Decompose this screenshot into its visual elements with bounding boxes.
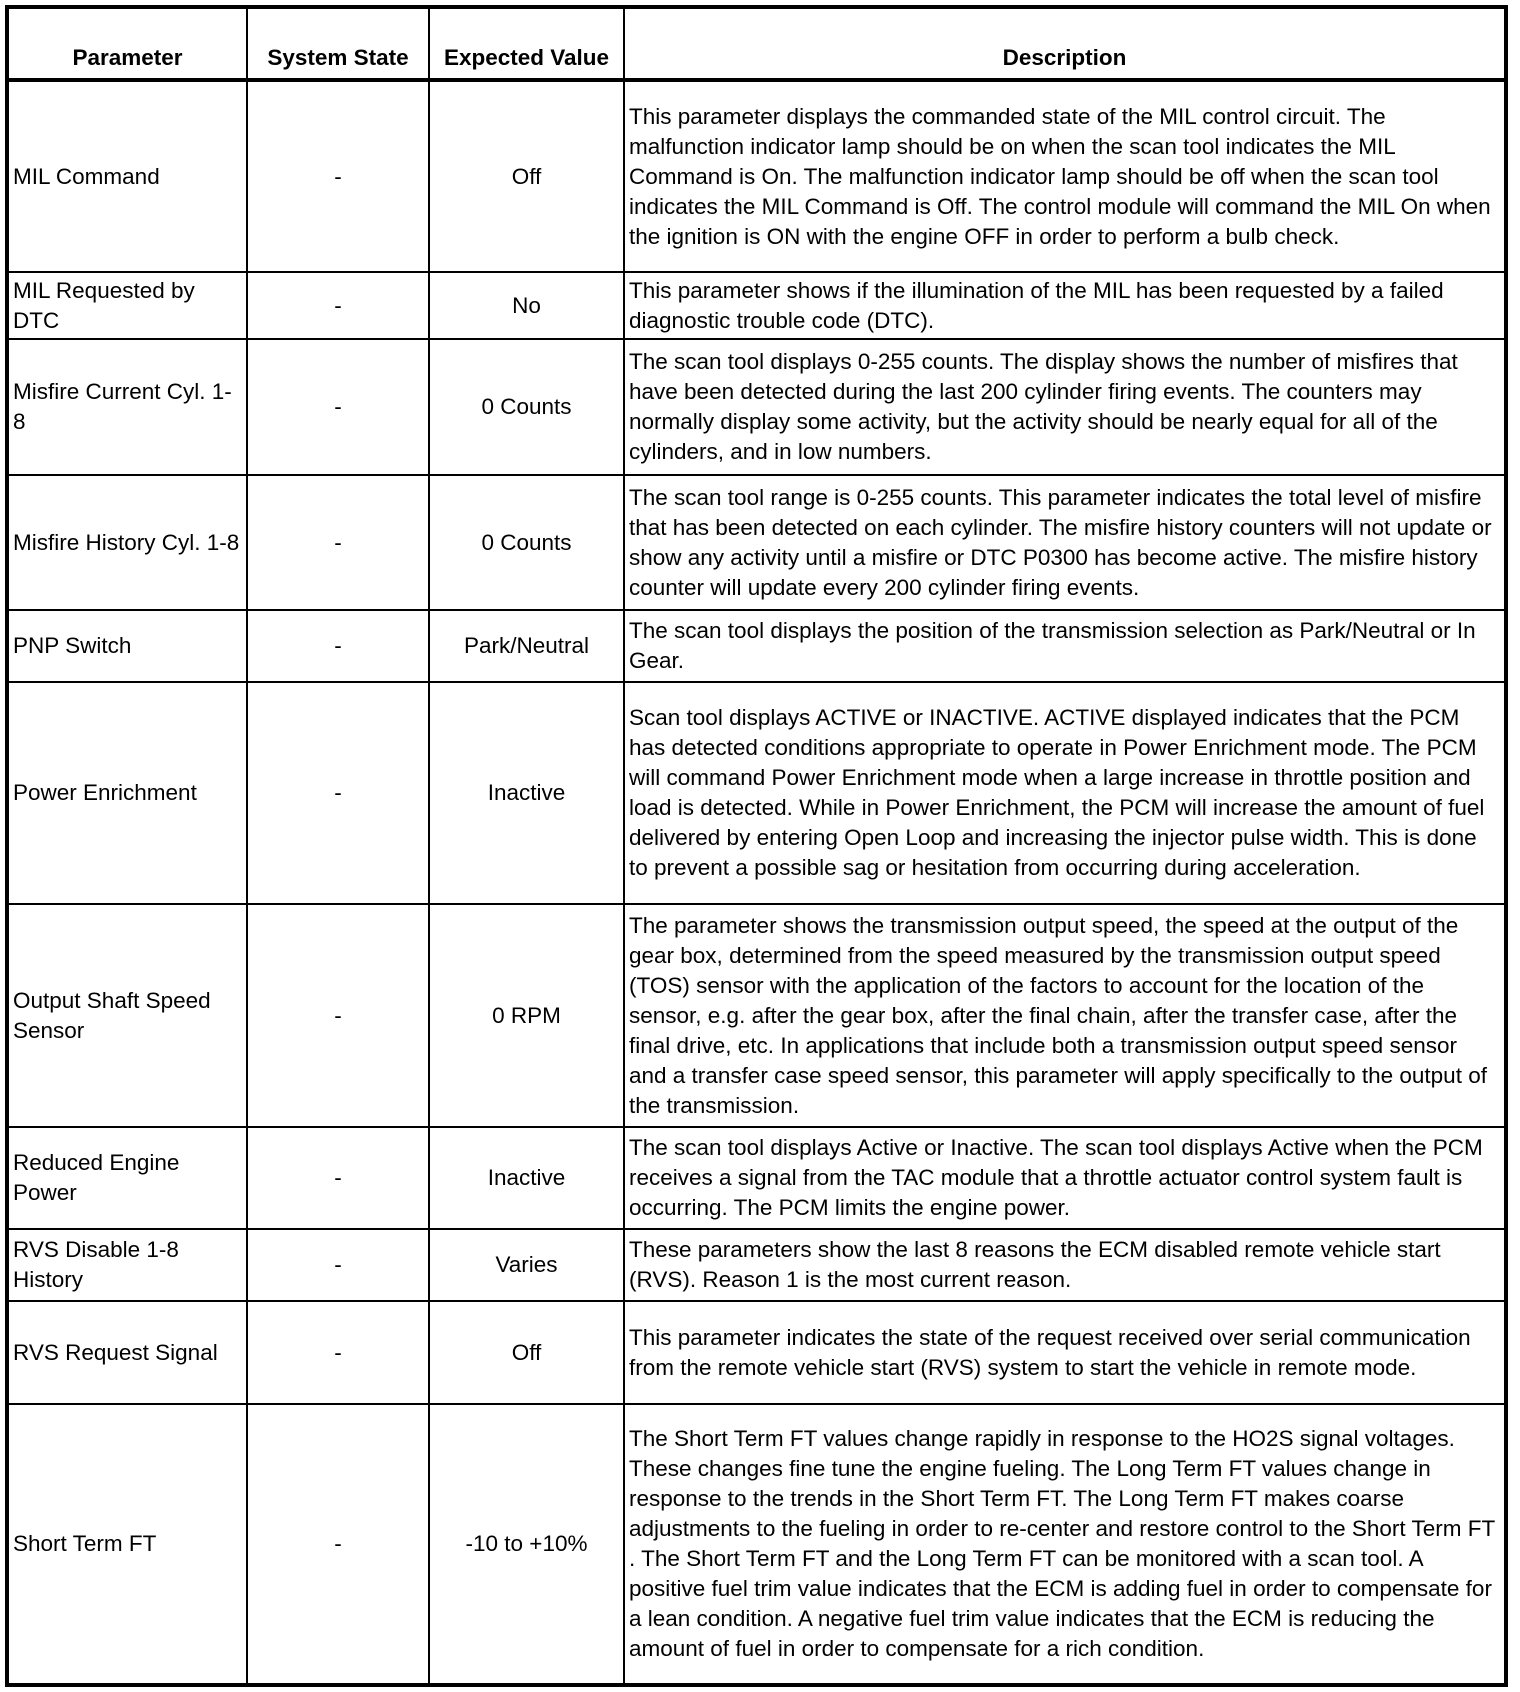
header-expected-value: Expected Value bbox=[429, 7, 624, 80]
description-cell: Scan tool displays ACTIVE or INACTIVE. ACTIVE displayed indicates that the PCM has detected conditions appropriate to operate in Power Enrichment mode. The PCM will command Power Enrichment mode when a large increase in throttle position and load is detected. While in Power Enrichment, the PCM will increase the amount of fuel delivered by entering Open Loop and increasing the injector pulse width. This is done to prevent a possible sag or hesitation from occurring during acceleration. bbox=[624, 682, 1506, 904]
table-row bbox=[7, 272, 1506, 339]
table-row bbox=[7, 475, 1506, 610]
table-row bbox=[7, 339, 1506, 475]
description-cell: This parameter indicates the state of the request received over serial communication from the remote vehicle start (RVS) system to start the vehicle in remote mode. bbox=[624, 1301, 1506, 1404]
system-state-cell: - bbox=[247, 1404, 429, 1685]
description-cell: These parameters show the last 8 reasons the ECM disabled remote vehicle start (RVS). Reason 1 is the most current reason. bbox=[624, 1229, 1506, 1301]
parameter-cell: Misfire History Cyl. 1-8 bbox=[7, 475, 247, 610]
system-state-cell: - bbox=[247, 272, 429, 339]
system-state-cell: - bbox=[247, 610, 429, 682]
parameter-cell: MIL Command bbox=[7, 80, 247, 272]
expected-value-cell: 0 Counts bbox=[429, 339, 624, 475]
expected-value-cell: Varies bbox=[429, 1229, 624, 1301]
header-system-state: System State bbox=[247, 7, 429, 80]
table-row bbox=[7, 610, 1506, 682]
expected-value-cell: No bbox=[429, 272, 624, 339]
table-row bbox=[7, 904, 1506, 1127]
parameter-cell: RVS Request Signal bbox=[7, 1301, 247, 1404]
parameter-cell: Power Enrichment bbox=[7, 682, 247, 904]
system-state-cell: - bbox=[247, 80, 429, 272]
table-row bbox=[7, 1301, 1506, 1404]
table-header bbox=[7, 7, 1506, 80]
expected-value-cell: 0 Counts bbox=[429, 475, 624, 610]
expected-value-cell: -10 to +10% bbox=[429, 1404, 624, 1685]
parameter-cell: MIL Requested by DTC bbox=[7, 272, 247, 339]
parameter-cell: Short Term FT bbox=[7, 1404, 247, 1685]
parameter-cell: Misfire Current Cyl. 1-8 bbox=[7, 339, 247, 475]
description-cell: The scan tool displays Active or Inactive. The scan tool displays Active when the PCM receives a signal from the TAC module that a throttle actuator control system fault is occurring. The PCM limits the engine power. bbox=[624, 1127, 1506, 1229]
system-state-cell: - bbox=[247, 682, 429, 904]
expected-value-cell: Off bbox=[429, 1301, 624, 1404]
table-row bbox=[7, 1229, 1506, 1301]
description-cell: The scan tool range is 0-255 counts. This parameter indicates the total level of misfire that has been detected on each cylinder. The misfire history counters will not update or show any activity until a misfire or DTC P0300 has become active. The misfire history counter will update every 200 cylinder firing events. bbox=[624, 475, 1506, 610]
table-row bbox=[7, 682, 1506, 904]
parameter-cell: Reduced Engine Power bbox=[7, 1127, 247, 1229]
description-cell: The Short Term FT values change rapidly in response to the HO2S signal voltages. These changes fine tune the engine fueling. The Long Term FT values change in response to the trends in the Short Term FT. The Long Term FT makes coarse adjustments to the fueling in order to re-center and restore control to the Short Term FT . The Short Term FT and the Long Term FT can be monitored with a scan tool. A positive fuel trim value indicates that the ECM is adding fuel in order to compensate for a lean condition. A negative fuel trim value indicates that the ECM is reducing the amount of fuel in order to compensate for a rich condition. bbox=[624, 1404, 1506, 1685]
table-row bbox=[7, 80, 1506, 272]
parameter-cell: RVS Disable 1-8 History bbox=[7, 1229, 247, 1301]
system-state-cell: - bbox=[247, 1127, 429, 1229]
parameter-cell: PNP Switch bbox=[7, 610, 247, 682]
description-cell: The parameter shows the transmission output speed, the speed at the output of the gear box, determined from the speed measured by the transmission output speed (TOS) sensor with the application of the factors to account for the location of the sensor, e.g. after the gear box, after the final chain, after the transfer case, after the final drive, etc. In applications that include both a transmission output speed sensor and a transfer case speed sensor, this parameter will apply specifically to the output of the transmission. bbox=[624, 904, 1506, 1127]
system-state-cell: - bbox=[247, 904, 429, 1127]
description-cell: The scan tool displays 0-255 counts. The display shows the number of misfires that have been detected during the last 200 cylinder firing events. The counters may normally display some activity, but the activity should be nearly equal for all of the cylinders, and in low numbers. bbox=[624, 339, 1506, 475]
expected-value-cell: 0 RPM bbox=[429, 904, 624, 1127]
table-row bbox=[7, 1404, 1506, 1685]
scan-tool-data-table bbox=[5, 5, 1508, 1687]
system-state-cell: - bbox=[247, 339, 429, 475]
system-state-cell: - bbox=[247, 475, 429, 610]
description-cell: This parameter displays the commanded state of the MIL control circuit. The malfunction indicator lamp should be on when the scan tool indicates the MIL Command is On. The malfunction indicator lamp should be off when the scan tool indicates the MIL Command is Off. The control module will command the MIL On when the ignition is ON with the engine OFF in order to perform a bulb check. bbox=[624, 80, 1506, 272]
system-state-cell: - bbox=[247, 1229, 429, 1301]
header-parameter: Parameter bbox=[7, 7, 247, 80]
expected-value-cell: Off bbox=[429, 80, 624, 272]
system-state-cell: - bbox=[247, 1301, 429, 1404]
header-row bbox=[7, 7, 1506, 80]
expected-value-cell: Park/Neutral bbox=[429, 610, 624, 682]
table-row bbox=[7, 1127, 1506, 1229]
description-cell: The scan tool displays the position of the transmission selection as Park/Neutral or In Gear. bbox=[624, 610, 1506, 682]
expected-value-cell: Inactive bbox=[429, 682, 624, 904]
header-description: Description bbox=[624, 7, 1506, 80]
table-body bbox=[7, 80, 1506, 1685]
parameter-cell: Output Shaft Speed Sensor bbox=[7, 904, 247, 1127]
description-cell: This parameter shows if the illumination of the MIL has been requested by a failed diagnostic trouble code (DTC). bbox=[624, 272, 1506, 339]
expected-value-cell: Inactive bbox=[429, 1127, 624, 1229]
